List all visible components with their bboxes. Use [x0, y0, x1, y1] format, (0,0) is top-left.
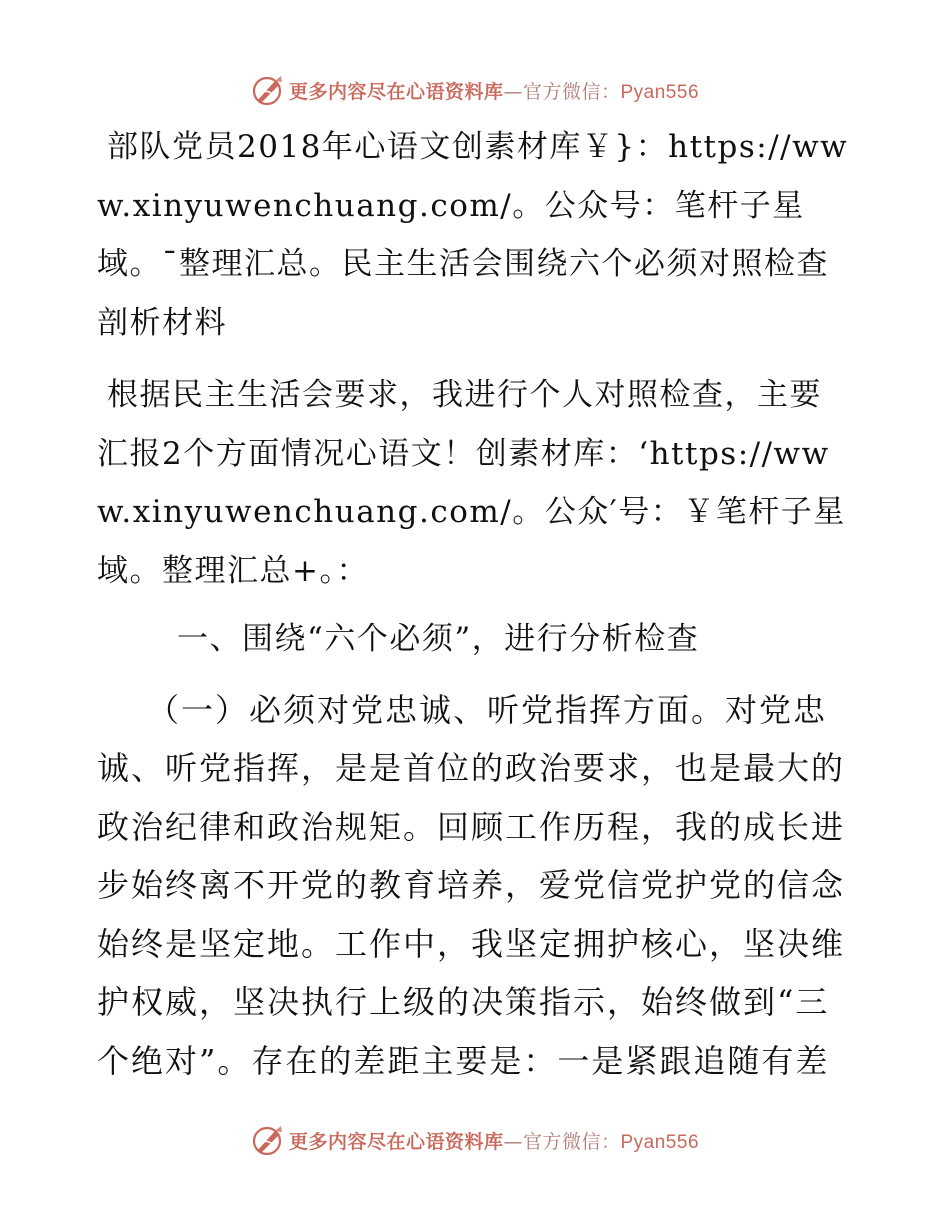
header-separator: — [503, 80, 523, 103]
header-wechat-id: Pyan556 [620, 81, 700, 103]
document-body [97, 118, 849, 1090]
section-paragraph: （一）必须对党忠诚、听党指挥方面。对党忠诚、听党指挥，是是首位的政治要求，也是最大的政治纪律和政治规矩。回顾工作历程，我的成长进步始终离不开党的教育培养，爱党信党护党的信念始终是坚定地。工作中，我坚定拥护核心，坚决维护权威，坚决执行上级的决策指示，始终做到“三个绝对”。存在的差距主要是：一是紧跟追随有差 [97, 690, 846, 1080]
footer-banner [0, 1120, 950, 1160]
report-paragraph: 根据民主生活会要求，我进行个人对照检查，主要汇报2个方面情况心语文！创素材库：‘https://www.xinyuwenchuang.com/。公众′号：￥笔杆子星域。整理汇总+。： [97, 377, 846, 589]
header-wechat-label: 官方微信： [522, 80, 621, 103]
footer-wechat-id: Pyan556 [620, 1131, 700, 1153]
header-banner-text [289, 77, 699, 104]
footer-wechat-label: 官方微信： [522, 1130, 621, 1153]
footer-site-text: 更多内容尽在心语资料库 [288, 1130, 504, 1153]
footer-separator: — [503, 1130, 523, 1153]
section-heading: 一、围绕“六个必须”，进行分析检查 [177, 621, 700, 657]
footer-banner-text [289, 1127, 699, 1154]
header-site-text: 更多内容尽在心语资料库 [288, 80, 504, 103]
intro-paragraph: 部队党员2018年心语文创素材库￥}：https://www.xinyuwenchuang.com/。公众号：笔杆子星域。¯整理汇总。民主生活会围绕六个必须对照检查剖析材料 [97, 129, 849, 341]
pen-logo-icon [251, 73, 285, 107]
pen-logo-icon [251, 1123, 285, 1157]
header-banner [0, 70, 950, 110]
